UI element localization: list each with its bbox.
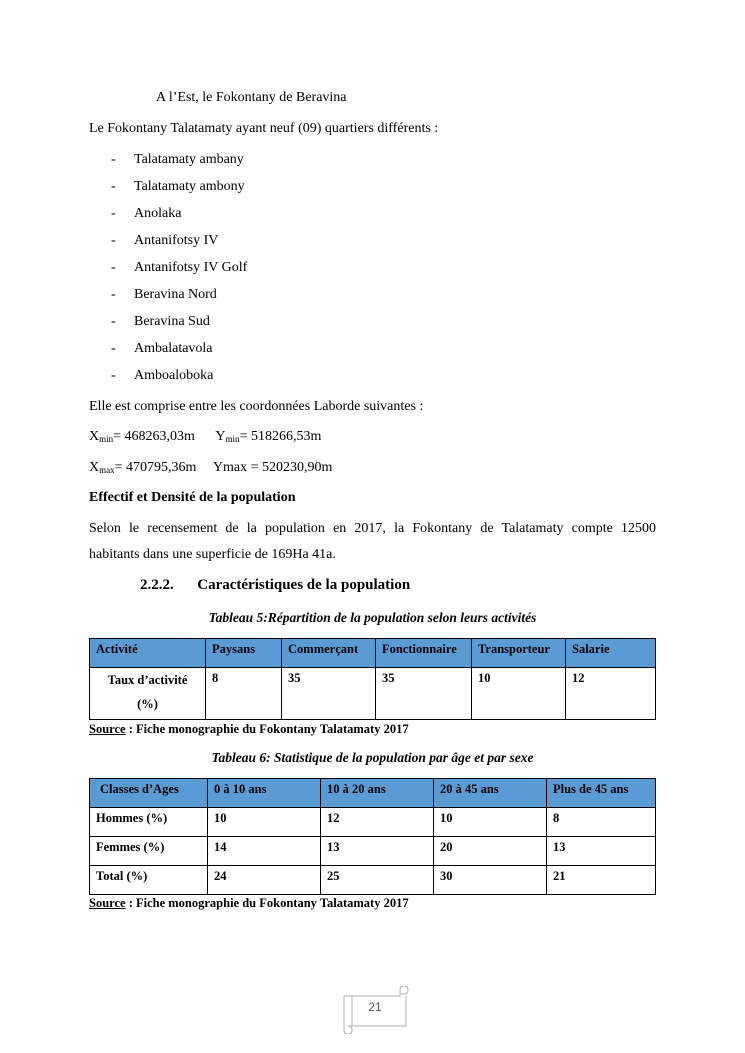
- x-label: X: [89, 460, 100, 475]
- table6-cell: 10: [434, 808, 547, 837]
- table6-source: [89, 894, 409, 912]
- table5-activities: [89, 638, 656, 720]
- list-item: Antanifotsy IV Golf: [134, 260, 248, 275]
- bullet-marker: -: [111, 368, 116, 383]
- table5-source: [89, 720, 409, 738]
- x-label: X: [89, 429, 100, 444]
- table6-cell: 25: [321, 866, 434, 895]
- list-item: Amboaloboka: [134, 368, 214, 383]
- row-label-line-2: (%): [137, 697, 158, 711]
- min-subscript: min: [225, 434, 240, 444]
- bullet-marker: -: [111, 341, 116, 356]
- list-item: Antanifotsy IV: [134, 233, 219, 248]
- y-max-text: Ymax = 520230,90m: [212, 460, 333, 475]
- table6-cell: 13: [547, 837, 656, 866]
- list-item: Beravina Sud: [134, 314, 210, 329]
- table6-cell: 14: [208, 837, 321, 866]
- table5-header-cell: Transporteur: [472, 639, 566, 668]
- table6-header-cell: Plus de 45 ans: [547, 779, 656, 808]
- bullet-marker: -: [111, 314, 116, 329]
- intro-line: A l’Est, le Fokontany de Beravina: [156, 90, 347, 105]
- y-label: Y: [215, 429, 226, 444]
- table-row: [90, 866, 656, 895]
- table5-cell: 35: [282, 668, 376, 720]
- table6-cell: 20: [434, 837, 547, 866]
- section-number: 2.2.2.: [140, 577, 174, 593]
- table5-cell: 10: [472, 668, 566, 720]
- source-label: Source: [89, 722, 126, 736]
- source-text: : Fiche monographie du Fokontany Talatamaty 2017: [125, 896, 409, 910]
- table6-cell: 30: [434, 866, 547, 895]
- table-row: [90, 668, 656, 720]
- table6-header-cell: 20 à 45 ans: [434, 779, 547, 808]
- table6-row-label: Total (%): [90, 866, 208, 895]
- page-number-scroll: [340, 986, 406, 1030]
- density-paragraph-line-2: habitants dans une superficie de 169Ha 41a.: [89, 547, 336, 562]
- bullet-marker: -: [111, 287, 116, 302]
- table5-header-cell: Activité: [90, 639, 206, 668]
- density-heading: Effectif et Densité de la population: [89, 490, 296, 505]
- section-heading: [140, 576, 410, 594]
- table5-header-cell: Fonctionnaire: [376, 639, 472, 668]
- list-item: Anolaka: [134, 206, 182, 221]
- table5-cell: 35: [376, 668, 472, 720]
- table5-header-cell: Commerçant: [282, 639, 376, 668]
- table6-cell: 21: [547, 866, 656, 895]
- bullet-marker: -: [111, 179, 116, 194]
- table6-cell: 10: [208, 808, 321, 837]
- table6-header-cell: Classes d’Ages: [90, 779, 208, 808]
- coords-intro: Elle est comprise entre les coordonnées Laborde suivantes :: [89, 399, 424, 414]
- table6-cell: 12: [321, 808, 434, 837]
- density-paragraph-line-1: Selon le recensement de la population en 2017, la Fokontany de Talatamaty compte 12500: [89, 521, 656, 536]
- x-max-value: = 470795,36m: [114, 460, 197, 475]
- x-min-value: = 468263,03m: [113, 429, 195, 444]
- bullet-marker: -: [111, 260, 116, 275]
- bullet-marker: -: [111, 206, 116, 221]
- table-row: [90, 837, 656, 866]
- list-item: Beravina Nord: [134, 287, 217, 302]
- y-min-value: = 518266,53m: [239, 429, 322, 444]
- table6-header-cell: 0 à 10 ans: [208, 779, 321, 808]
- coords-max-line: [89, 459, 332, 479]
- table-row: [90, 808, 656, 837]
- row-label-line-1: Taux d’activité: [107, 673, 188, 687]
- table5-row-label: [90, 668, 206, 720]
- table6-cell: 8: [547, 808, 656, 837]
- table6-cell: 24: [208, 866, 321, 895]
- table6-row-label: Hommes (%): [90, 808, 208, 837]
- bullet-marker: -: [111, 152, 116, 167]
- max-subscript: max: [99, 465, 115, 475]
- table5-header-cell: Salarie: [566, 639, 656, 668]
- table6-row-label: Femmes (%): [90, 837, 208, 866]
- page-number: 21: [368, 1000, 382, 1014]
- table5-header-cell: Paysans: [206, 639, 282, 668]
- table6-age-sex: [89, 778, 656, 895]
- table5-cell: 8: [206, 668, 282, 720]
- section-title: Caractéristiques de la population: [197, 577, 411, 593]
- table5-caption: Tableau 5:Répartition de la population selon leurs activités: [208, 610, 537, 625]
- coords-min-line: [89, 428, 321, 448]
- list-item: Talatamaty ambony: [134, 179, 245, 194]
- table6-cell: 13: [321, 837, 434, 866]
- source-label: Source: [89, 896, 126, 910]
- list-item: Ambalatavola: [134, 341, 213, 356]
- list-item: Talatamaty ambany: [134, 152, 244, 167]
- source-text: : Fiche monographie du Fokontany Talatamaty 2017: [125, 722, 409, 736]
- table6-caption: Tableau 6: Statistique de la population par âge et par sexe: [211, 750, 534, 765]
- table6-header-cell: 10 à 20 ans: [321, 779, 434, 808]
- table5-cell: 12: [566, 668, 656, 720]
- bullet-marker: -: [111, 233, 116, 248]
- min-subscript: min: [99, 434, 114, 444]
- quartiers-intro: Le Fokontany Talatamaty ayant neuf (09) quartiers différents :: [89, 121, 439, 136]
